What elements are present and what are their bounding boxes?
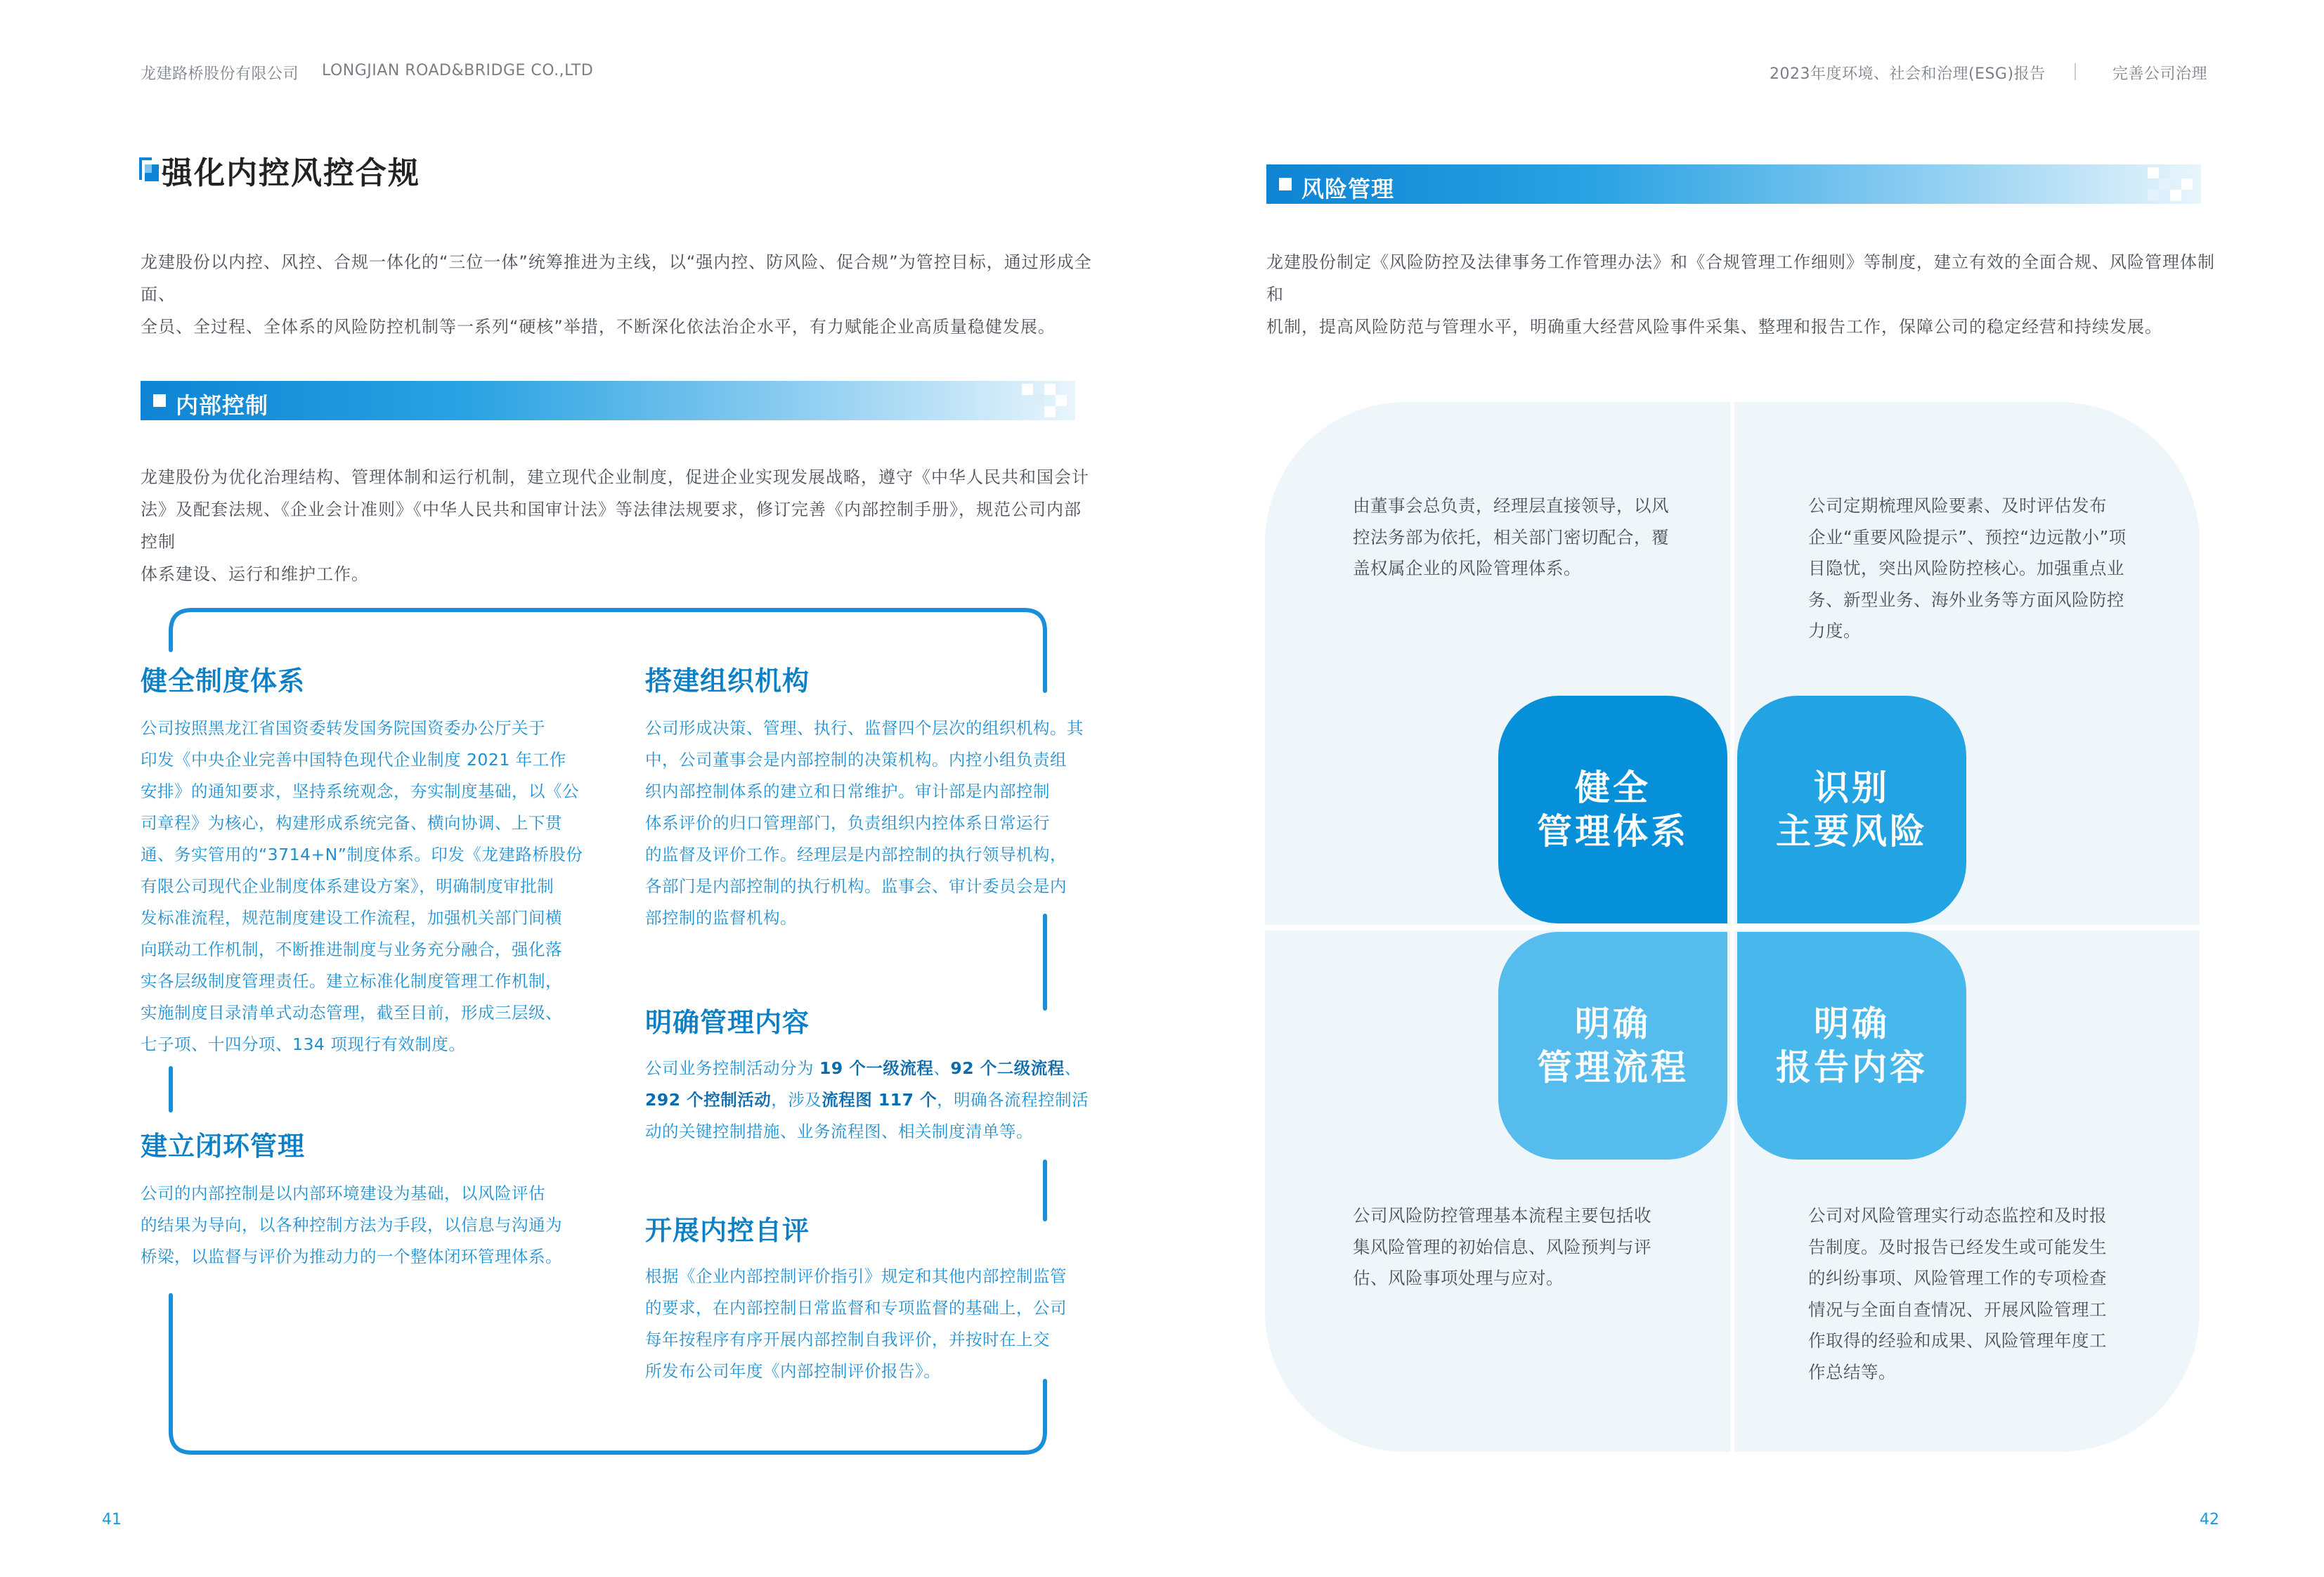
text-line: 所发布公司年度《内部控制评价报告》。 [645,1361,941,1381]
tile-line: 管理体系 [1537,811,1689,852]
panel-divider-horizontal [1265,925,2200,930]
text-line: 告制度。及时报告已经发生或可能发生 [1808,1236,2107,1257]
tile-line: 健全 [1575,767,1651,808]
text-line: 印发《中央企业完善中国特色现代企业制度 2021 年工作 [141,750,566,770]
tile-line: 主要风险 [1776,811,1928,852]
self-evaluation-text [645,1261,1095,1387]
text-line: 力度。 [1808,621,1861,641]
section-band-risk-management [1266,164,2201,204]
institutional-system-text [141,713,590,1060]
text-line: 体系评价的归口管理部门，负责组织内控体系日常运行 [645,813,1050,833]
text-line: 桥梁，以监督与评价为推动力的一个整体闭环管理体系。 [141,1247,562,1266]
risk-intro-line: 机制，提高风险防范与管理水平，明确重大经营风险事件采集、整理和报告工作，保障公司的稳定经营和持续发展。 [1266,317,2162,337]
tile-clarify-management-process [1498,932,1727,1160]
company-name-en: LONGJIAN ROAD&BRIDGE CO.,LTD [322,62,594,79]
text-line: 各部门是内部控制的执行机构。监事会、审计委员会是内 [645,876,1067,896]
title-bracket-icon [138,156,162,184]
left-intro-line: 龙建股份以内控、风控、合规一体化的“三位一体”统筹推进为主线，以“强内控、防风险、促合规”为管控目标，通过形成全面、 [141,252,1092,304]
management-content-text [645,1053,1095,1148]
tile-line: 明确 [1814,1004,1890,1044]
page-number-right: 42 [2200,1511,2219,1529]
report-title: 2023年度环境、社会和治理(ESG)报告 [1770,65,2046,83]
heading-self-evaluation: 开展内控自评 [645,1215,810,1246]
company-name-cn: 龙建路桥股份有限公司 [141,65,299,83]
text-line: 有限公司现代企业制度体系建设方案》，明确制度审批制 [141,876,554,896]
text-line: 实各层级制度管理责任。建立标准化制度管理工作机制， [141,971,562,991]
text-line: 中，公司董事会是内部控制的决策机构。内控小组负责组 [645,750,1067,770]
tile-line: 识别 [1814,767,1890,808]
band-label: 内部控制 [176,392,269,419]
highlight-control-activities: 292 个控制活动 [645,1090,772,1110]
text-line: 目隐忧，突出风险防控核心。加强重点业 [1808,558,2124,578]
text-line: 织内部控制体系的建立和日常维护。审计部是内部控制 [645,781,1050,801]
text-line: 公司的内部控制是以内部环境建设为基础，以风险评估 [141,1183,545,1203]
text-line: 由董事会总负责，经理层直接领导，以风 [1353,495,1669,516]
section-title: 完善公司治理 [2112,65,2208,83]
tile-sound-management-system [1498,696,1727,923]
text-line: 的监督及评价工作。经理层是内部控制的执行领导机构， [645,845,1067,864]
text-line: 企业“重要风险提示”、预控“边远散小”项 [1808,526,2127,547]
text-line: 公司风险防控管理基本流程主要包括收 [1353,1205,1651,1226]
text-line: 务、新型业务、海外业务等方面风险防控 [1808,589,2124,610]
text-line: 公司业务控制活动分为 19 个一级流程、92 个二级流程、 [645,1058,1082,1078]
risk-management-intro [1266,246,2222,343]
quadrant-top-left-text [1353,491,1718,585]
text-line: 司章程》为核心，构建形成系统完备、横向协调、上下贯 [141,813,562,833]
text-line: 安排》的通知要求，坚持系统观念，夯实制度基础，以《公 [141,781,579,801]
text-line: 的纠纷事项、风险管理工作的专项检查 [1808,1268,2107,1288]
text-line: 情况与全面自查情况、开展风险管理工 [1808,1299,2107,1320]
highlight-flowcharts: 流程图 117 个 [822,1090,937,1110]
left-intro-line: 全员、全过程、全体系的风险防控机制等一系列“硬核”举措，不断深化依法治企水平，有力赋能企业高质量稳健发展。 [141,317,1056,337]
text-line: 向联动工作机制，不断推进制度与业务充分融合，强化落 [141,940,562,959]
internal-control-intro-line: 法》及配套法规、《企业会计准则》《中华人民共和国审计法》等法律法规要求，修订完善《内部控制手册》，规范公司内部控制 [141,500,1082,552]
text-line: 部控制的监督机构。 [645,908,797,928]
text-line: 根据《企业内部控制评价指引》规定和其他内部控制监管 [645,1266,1067,1286]
text-line: 的要求，在内部控制日常监督和专项监督的基础上，公司 [645,1298,1067,1318]
page-number-left: 41 [102,1511,122,1529]
text-line: 集风险管理的初始信息、风险预判与评 [1353,1236,1651,1257]
text-line: 公司定期梳理风险要素、及时评估发布 [1808,495,2107,516]
text-line: 盖权属企业的风险管理体系。 [1353,558,1581,578]
text-line: 作总结等。 [1808,1361,1896,1382]
text-line: 通、务实管用的“3714+N”制度体系。印发《龙建路桥股份 [141,845,583,864]
heading-institutional-system: 健全制度体系 [141,666,306,696]
band-label: 风险管理 [1301,176,1395,202]
internal-control-intro-line: 龙建股份为优化治理结构、管理体制和运行机制，建立现代企业制度，促进企业实现发展战略，遵守《中华人民共和国会计 [141,467,1089,487]
highlight-level1-process: 19 个一级流程 [819,1058,934,1078]
band-square-icon [1279,178,1292,190]
heading-management-content: 明确管理内容 [645,1007,810,1038]
closed-loop-text [141,1178,590,1273]
text-line: 每年按程序有序开展内部控制自我评价，并按时在上交 [645,1330,1050,1349]
tile-clarify-report-content [1737,932,1966,1160]
page-title: 强化内控风控合规 [162,155,420,191]
risk-intro-line: 龙建股份制定《风险防控及法律事务工作管理办法》和《合规管理工作细则》等制度，建立有效的全面合规、风险管理体制和 [1266,252,2215,304]
tile-identify-major-risks [1737,696,1966,923]
text-line: 公司形成决策、管理、执行、监督四个层次的组织机构。其 [645,718,1084,738]
text-line: 292 个控制活动，涉及流程图 117 个，明确各流程控制活 [645,1090,1089,1110]
text-line: 作取得的经验和成果、风险管理年度工 [1808,1330,2107,1351]
highlight-level2-process: 92 个二级流程 [950,1058,1065,1078]
quadrant-bottom-right-text [1808,1200,2174,1388]
text-line: 的结果为导向，以各种控制方法为手段，以信息与沟通为 [141,1215,562,1235]
band-square-icon [153,394,166,407]
text-line: 动的关键控制措施、业务流程图、相关制度清单等。 [645,1122,1033,1141]
tile-line: 报告内容 [1776,1047,1928,1088]
heading-org-structure: 搭建组织机构 [645,666,810,696]
org-structure-text [645,713,1095,934]
header-divider [2075,63,2076,80]
internal-control-intro-line: 体系建设、运行和维护工作。 [141,564,369,584]
tile-line: 明确 [1575,1004,1651,1044]
internal-control-intro [141,461,1096,590]
text-line: 控法务部为依托，相关部门密切配合，覆 [1353,526,1669,547]
tile-line: 管理流程 [1537,1047,1689,1088]
left-intro [141,246,1096,343]
text-line: 公司按照黑龙江省国资委转发国务院国资委办公厅关于 [141,718,545,738]
text-line: 七子项、十四分项、134 项现行有效制度。 [141,1034,466,1054]
section-band-internal-control [141,381,1075,420]
text-line: 实施制度目录清单式动态管理，截至目前，形成三层级、 [141,1003,562,1023]
quadrant-bottom-left-text [1353,1200,1718,1294]
text-line: 发标准流程，规范制度建设工作流程，加强机关部门间横 [141,908,562,928]
heading-closed-loop: 建立闭环管理 [141,1131,306,1162]
text-line: 公司对风险管理实行动态监控和及时报 [1808,1205,2107,1226]
text-line: 估、风险事项处理与应对。 [1353,1268,1564,1288]
quadrant-top-right-text [1808,491,2174,647]
